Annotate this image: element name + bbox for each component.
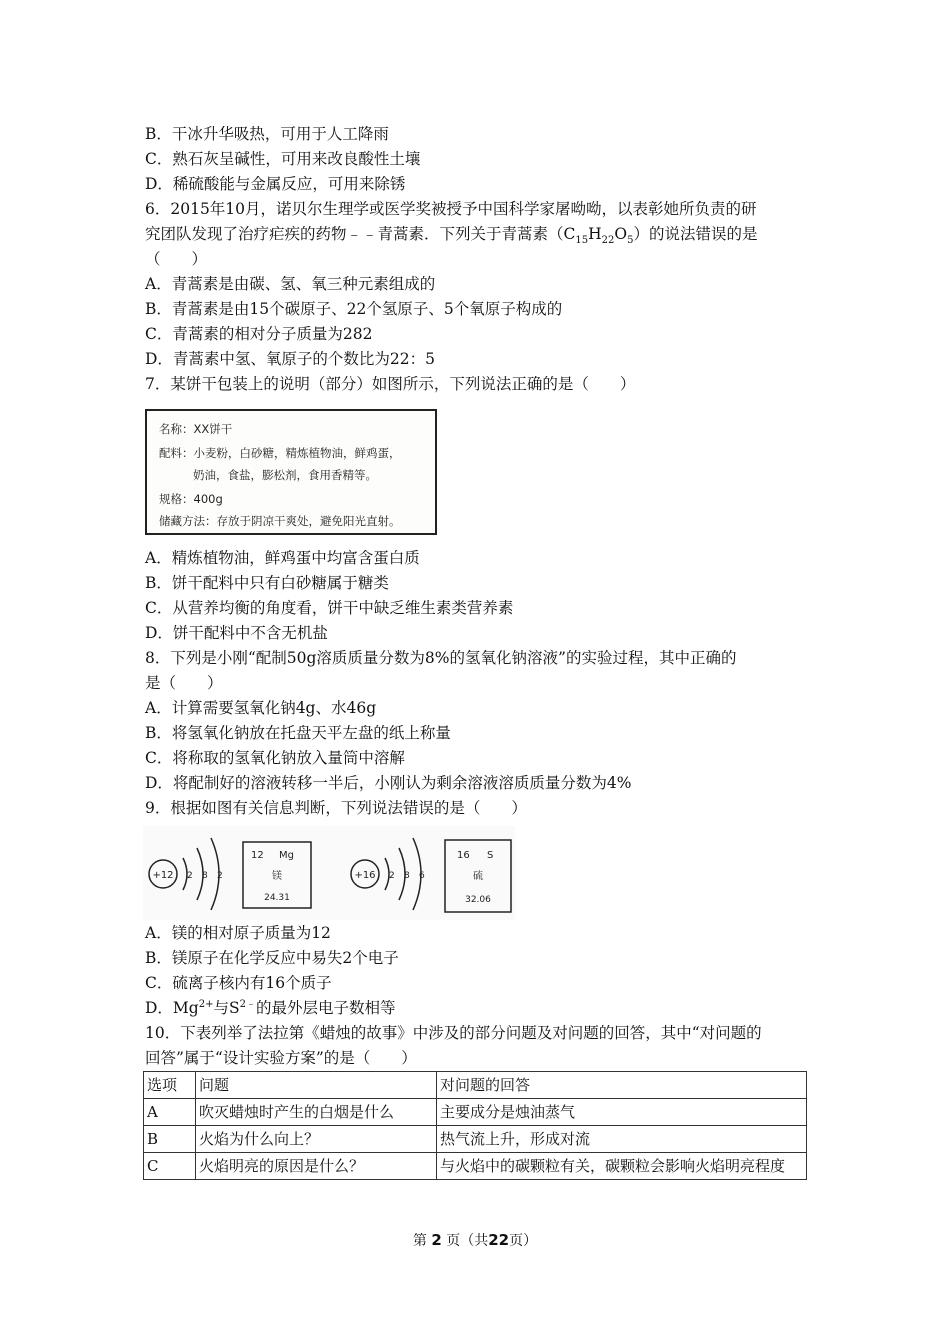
option-9a: A．镁的相对原子质量为12 [145,924,331,942]
s-name: 硫 [473,871,483,882]
option-6a: A．青蒿素是由碳、氢、氧三种元素组成的 [145,275,436,293]
table-header-row [144,1072,807,1099]
option-6c: C．青蒿素的相对分子质量为282 [145,325,373,343]
page-footer: 第 2 页（共22页） [412,1231,538,1249]
option-8d: D．将配制好的溶液转移一半后，小刚认为剩余溶液溶质质量分数为4% [145,774,632,792]
question-10-stem-cont: 回答”属于“设计实验方案”的是（ ） [145,1049,417,1067]
table-header-cell: 选项 [144,1072,196,1099]
question-7-stem: 7．某饼干包装上的说明（部分）如图所示，下列说法正确的是（ ） [145,375,636,393]
mg-shell-3: 2 [217,871,223,881]
question-10-stem: 10．下表列举了法拉第《蜡烛的故事》中涉及的部分问题及对问题的回答，其中“对问题的 [145,1024,762,1042]
label-ingredients-2: 奶油，食盐，膨松剂，食用香精等。 [193,468,377,482]
table-cell: 主要成分是烛油蒸气 [437,1099,807,1126]
mg-name: 镁 [272,871,282,882]
mg-mass: 24.31 [264,893,290,903]
question-9-stem: 9．根据如图有关信息判断，下列说法错误的是（ ） [145,799,527,817]
s-atomic-number: 16 [457,850,470,861]
s-mass: 32.06 [465,895,491,905]
mg-shell-1: 2 [187,871,193,881]
label-name: 名称：XX饼干 [159,422,233,436]
line-5d: D．稀硫酸能与金属反应，可用来除锈 [145,175,406,193]
table-row [144,1099,807,1126]
table-cell: 火焰为什么向上？ [196,1126,437,1153]
table-cell: B [144,1126,196,1153]
option-8a: A．计算需要氢氧化钠4g、水46g [145,699,377,717]
s-shell-2: 8 [404,871,410,881]
question-6-stem-cont: 究团队发现了治疗疟疾的药物﹣﹣青蒿素．下列关于青蒿素$(C_{15}H_{22}O_5)$的说法错误的是 [145,225,758,247]
mg-symbol: Mg [279,850,294,861]
mg-shell-2: 8 [202,871,208,881]
label-storage: 储藏方法：存放于阴凉干爽处，避免阳光直射。 [159,514,401,528]
label-ingredients-1: 配料：小麦粉，白砂糖，精炼植物油，鲜鸡蛋， [159,446,401,460]
s-shell-1: 2 [389,871,395,881]
table-row [144,1126,807,1153]
option-9b: B．镁原子在化学反应中易失2个电子 [145,949,399,967]
table-cell: 火焰明亮的原因是什么？ [196,1153,437,1180]
option-7d: D．饼干配料中不含无机盐 [145,624,328,642]
mg-nucleus-label: +12 [152,870,174,881]
table-cell: 热气流上升，形成对流 [437,1126,807,1153]
table-cell: A [144,1099,196,1126]
page-number: 2 [431,1231,442,1249]
label-spec: 规格：400g [159,492,223,506]
table-cell: C [144,1153,196,1180]
page-total: 22 [488,1231,510,1249]
question-6-paren: （ ） [145,250,208,268]
table-cell: 与火焰中的碳颗粒有关，碳颗粒会影响火焰明亮程度 [437,1153,807,1180]
atom-structure-image [143,826,515,920]
s-nucleus-label: +16 [354,870,376,881]
option-8c: C．将称取的氢氧化钠放入量筒中溶解 [145,749,405,767]
mg-atomic-number: 12 [251,850,264,861]
option-6b: B．青蒿素是由15个碳原子、22个氢原子、5个氧原子构成的 [145,300,563,318]
question-10-table [143,1071,807,1180]
option-9d: D．$Mg^{2+}$与$S^{2﹣}$的最外层电子数相等 [145,998,396,1017]
s-shell-3: 6 [419,871,425,881]
question-8-stem: 8．下列是小刚“配制50g溶质质量分数为8%的氢氧化钠溶液”的实验过程，其中正确的 [145,649,737,667]
question-8-stem-cont: 是（ ） [145,674,223,692]
option-9c: C．硫离子核内有16个质子 [145,974,332,992]
option-7c: C．从营养均衡的角度看，饼干中缺乏维生素类营养素 [145,599,514,617]
option-6d: D．青蒿素中氢、氧原子的个数比为22：5 [145,350,436,368]
option-7a: A．精炼植物油，鲜鸡蛋中均富含蛋白质 [145,549,420,567]
table-row [144,1153,807,1180]
table-header-cell: 对问题的回答 [437,1072,807,1099]
s-symbol: S [487,850,494,861]
table-header-cell: 问题 [196,1072,437,1099]
biscuit-label-image [145,409,437,535]
line-5c: C．熟石灰呈碱性，可用来改良酸性土壤 [145,150,421,168]
line-5b: B．干冰升华吸热，可用于人工降雨 [145,125,389,143]
option-7b: B．饼干配料中只有白砂糖属于糖类 [145,574,389,592]
question-6-stem: 6．2015年10月，诺贝尔生理学或医学奖被授予中国科学家屠呦呦，以表彰她所负责的研 [145,200,757,218]
table-cell: 吹灭蜡烛时产生的白烟是什么 [196,1099,437,1126]
option-8b: B．将氢氧化钠放在托盘天平左盘的纸上称量 [145,724,451,742]
